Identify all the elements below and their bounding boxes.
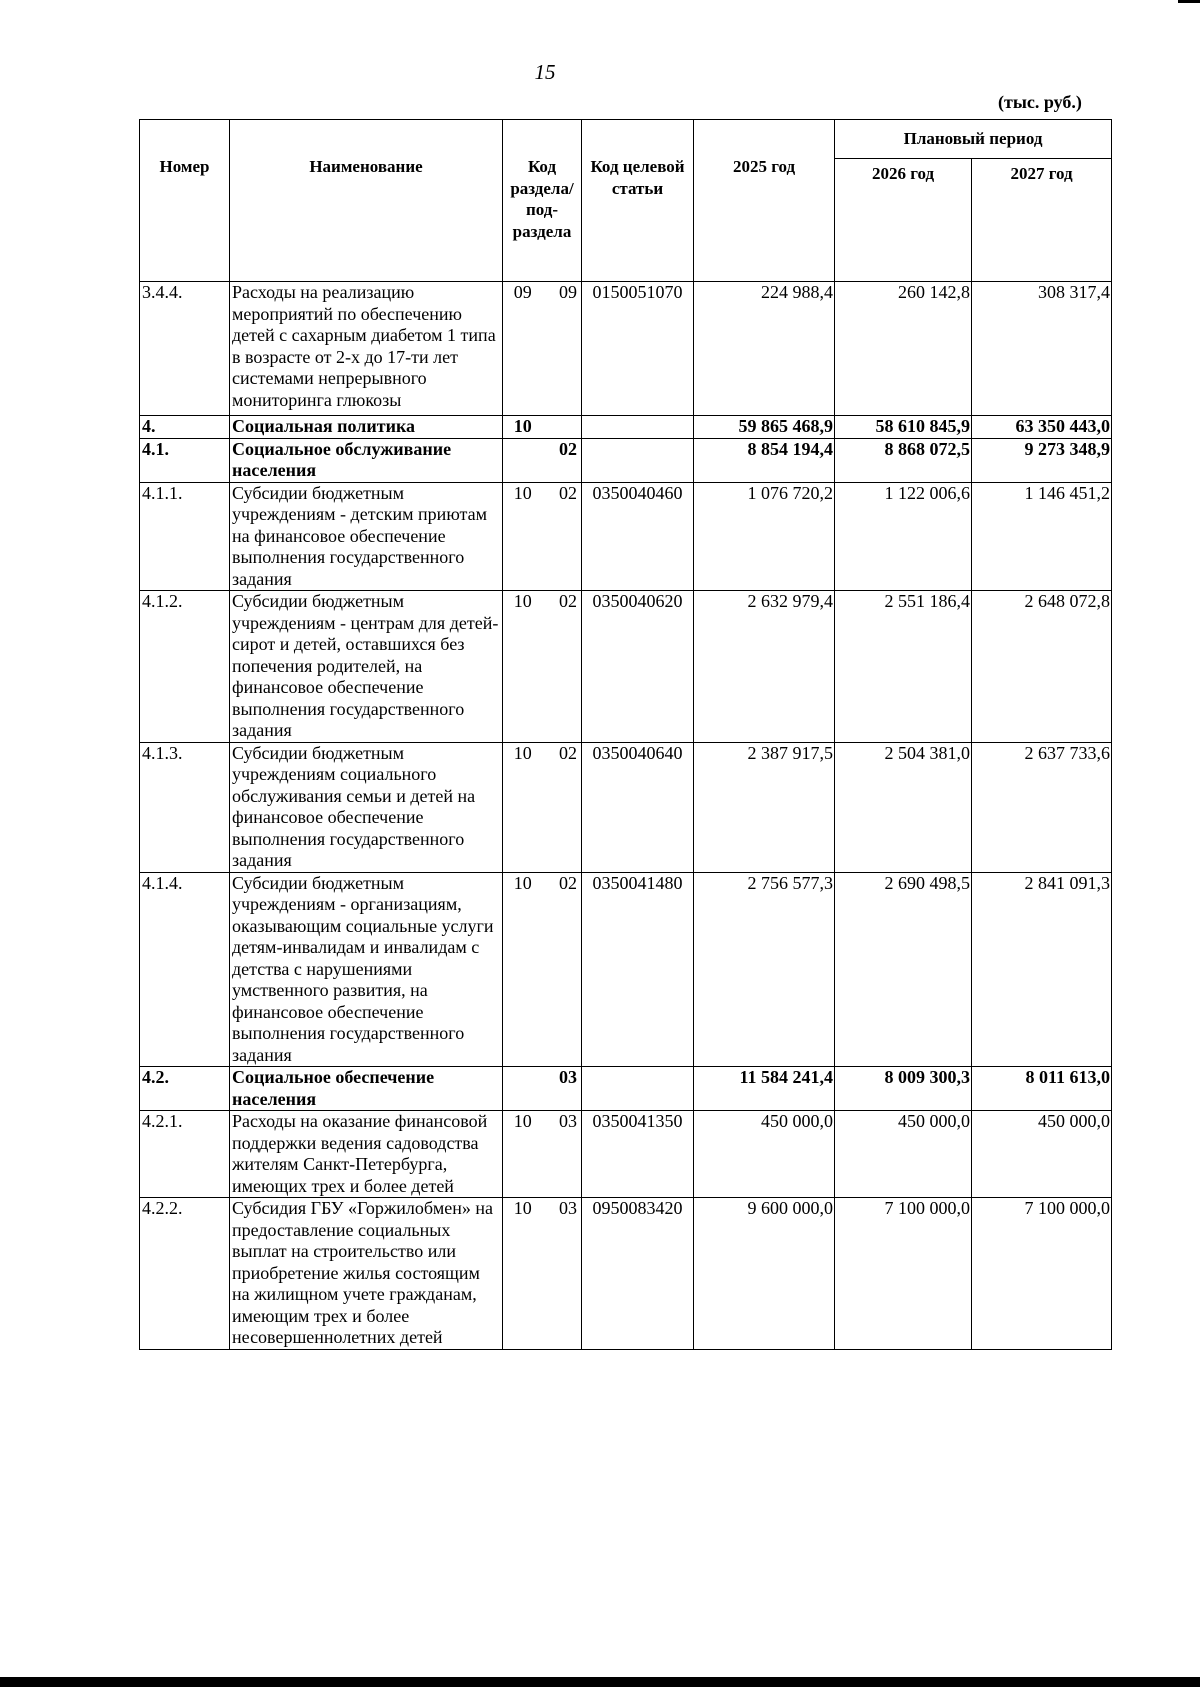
row-subsection: 02	[543, 482, 582, 591]
row-value-2026: 1 122 006,6	[835, 482, 972, 591]
page-number: 15	[534, 60, 556, 84]
row-value-2027: 2 637 733,6	[972, 742, 1112, 872]
header-year-2027: 2027 год	[972, 159, 1112, 282]
row-subsection: 03	[543, 1198, 582, 1350]
table-row	[140, 282, 1112, 416]
row-number: 4.1.4.	[140, 872, 230, 1067]
row-name: Субсидии бюджетным учреждениям - организациям, оказывающим социальные услуги детям-инвалидам и инвалидам с детства с нарушениями умственного развития, на финансовое обеспечение выполнения государственного задания	[230, 872, 503, 1067]
table-row	[140, 591, 1112, 743]
row-value-2027: 1 146 451,2	[972, 482, 1112, 591]
table-row	[140, 742, 1112, 872]
row-section: 10	[503, 1111, 543, 1198]
table-row	[140, 1198, 1112, 1350]
row-value-2027: 7 100 000,0	[972, 1198, 1112, 1350]
budget-table	[139, 119, 1112, 1350]
row-value-2025: 224 988,4	[694, 282, 835, 416]
row-value-2026: 2 690 498,5	[835, 872, 972, 1067]
row-name: Социальная политика	[230, 416, 503, 439]
row-value-2025: 9 600 000,0	[694, 1198, 835, 1350]
row-target-code	[582, 1067, 694, 1111]
row-value-2026: 2 504 381,0	[835, 742, 972, 872]
row-name: Расходы на оказание финансовой поддержки ведения садоводства жителям Санкт-Петербурга, имеющих трех и более детей	[230, 1111, 503, 1198]
scan-corner-mark	[1178, 0, 1200, 3]
row-section: 10	[503, 872, 543, 1067]
row-number: 4.	[140, 416, 230, 439]
row-subsection: 02	[543, 742, 582, 872]
row-value-2025: 2 632 979,4	[694, 591, 835, 743]
table-row	[140, 1111, 1112, 1198]
row-subsection: 02	[543, 438, 582, 482]
row-target-code: 0950083420	[582, 1198, 694, 1350]
row-value-2026: 260 142,8	[835, 282, 972, 416]
row-value-2026: 8 868 072,5	[835, 438, 972, 482]
row-subsection: 09	[543, 282, 582, 416]
row-name: Субсидии бюджетным учреждениям социального обслуживания семьи и детей на финансовое обеспечение выполнения государственного задания	[230, 742, 503, 872]
row-target-code: 0350040620	[582, 591, 694, 743]
row-value-2026: 58 610 845,9	[835, 416, 972, 439]
row-target-code: 0350040640	[582, 742, 694, 872]
row-target-code: 0150051070	[582, 282, 694, 416]
row-value-2026: 7 100 000,0	[835, 1198, 972, 1350]
row-section: 10	[503, 591, 543, 743]
row-section: 10	[503, 1198, 543, 1350]
row-name: Социальное обслуживание населения	[230, 438, 503, 482]
row-number: 4.1.3.	[140, 742, 230, 872]
header-number: Номер	[140, 120, 230, 282]
table-row	[140, 872, 1112, 1067]
header-year-2026: 2026 год	[835, 159, 972, 282]
row-target-code: 0350040460	[582, 482, 694, 591]
row-target-code: 0350041350	[582, 1111, 694, 1198]
row-value-2027: 63 350 443,0	[972, 416, 1112, 439]
row-value-2027: 2 841 091,3	[972, 872, 1112, 1067]
row-number: 4.1.	[140, 438, 230, 482]
header-target-code: Код целевой статьи	[582, 120, 694, 282]
row-value-2025: 8 854 194,4	[694, 438, 835, 482]
row-subsection: 02	[543, 872, 582, 1067]
row-value-2025: 450 000,0	[694, 1111, 835, 1198]
row-target-code	[582, 416, 694, 439]
header-plan-period: Плановый период	[835, 120, 1112, 159]
header-name: Наименование	[230, 120, 503, 282]
row-subsection	[543, 416, 582, 439]
row-value-2027: 2 648 072,8	[972, 591, 1112, 743]
row-target-code: 0350041480	[582, 872, 694, 1067]
row-value-2027: 9 273 348,9	[972, 438, 1112, 482]
units-label: (тыс. руб.)	[998, 92, 1082, 112]
table-row	[140, 416, 1112, 439]
header-year-2025: 2025 год	[694, 120, 835, 282]
row-section: 10	[503, 742, 543, 872]
row-value-2027: 450 000,0	[972, 1111, 1112, 1198]
row-number: 4.1.2.	[140, 591, 230, 743]
row-subsection: 02	[543, 591, 582, 743]
row-number: 4.2.1.	[140, 1111, 230, 1198]
row-value-2026: 8 009 300,3	[835, 1067, 972, 1111]
row-section	[503, 438, 543, 482]
row-subsection: 03	[543, 1067, 582, 1111]
row-value-2027: 308 317,4	[972, 282, 1112, 416]
row-value-2025: 59 865 468,9	[694, 416, 835, 439]
row-name: Субсидии бюджетным учреждениям - детским приютам на финансовое обеспечение выполнения государственного задания	[230, 482, 503, 591]
row-name: Субсидия ГБУ «Горжилобмен» на предоставление социальных выплат на строительство или приобретение жилья состоящим на жилищном учете гражданам, имеющим трех и более несовершеннолетних детей	[230, 1198, 503, 1350]
row-name: Субсидии бюджетным учреждениям - центрам для детей-сирот и детей, оставшихся без попечения родителей, на финансовое обеспечение выполнения государственного задания	[230, 591, 503, 743]
table-row	[140, 438, 1112, 482]
row-value-2027: 8 011 613,0	[972, 1067, 1112, 1111]
row-name: Социальное обеспечение населения	[230, 1067, 503, 1111]
row-section: 10	[503, 482, 543, 591]
table-row	[140, 1067, 1112, 1111]
row-number: 4.2.	[140, 1067, 230, 1111]
header-section-code: Код раздела/ под-раздела	[503, 120, 582, 282]
row-section: 09	[503, 282, 543, 416]
scan-bottom-edge	[0, 1677, 1200, 1687]
row-number: 4.1.1.	[140, 482, 230, 591]
row-value-2025: 11 584 241,4	[694, 1067, 835, 1111]
row-name: Расходы на реализацию мероприятий по обеспечению детей с сахарным диабетом 1 типа в возрасте от 2-х до 17-ти лет системами непрерывного мониторинга глюкозы	[230, 282, 503, 416]
row-subsection: 03	[543, 1111, 582, 1198]
row-section: 10	[503, 416, 543, 439]
row-number: 3.4.4.	[140, 282, 230, 416]
row-value-2026: 2 551 186,4	[835, 591, 972, 743]
table-row	[140, 482, 1112, 591]
row-value-2025: 1 076 720,2	[694, 482, 835, 591]
row-section	[503, 1067, 543, 1111]
row-target-code	[582, 438, 694, 482]
row-value-2025: 2 387 917,5	[694, 742, 835, 872]
row-number: 4.2.2.	[140, 1198, 230, 1350]
row-value-2025: 2 756 577,3	[694, 872, 835, 1067]
row-value-2026: 450 000,0	[835, 1111, 972, 1198]
